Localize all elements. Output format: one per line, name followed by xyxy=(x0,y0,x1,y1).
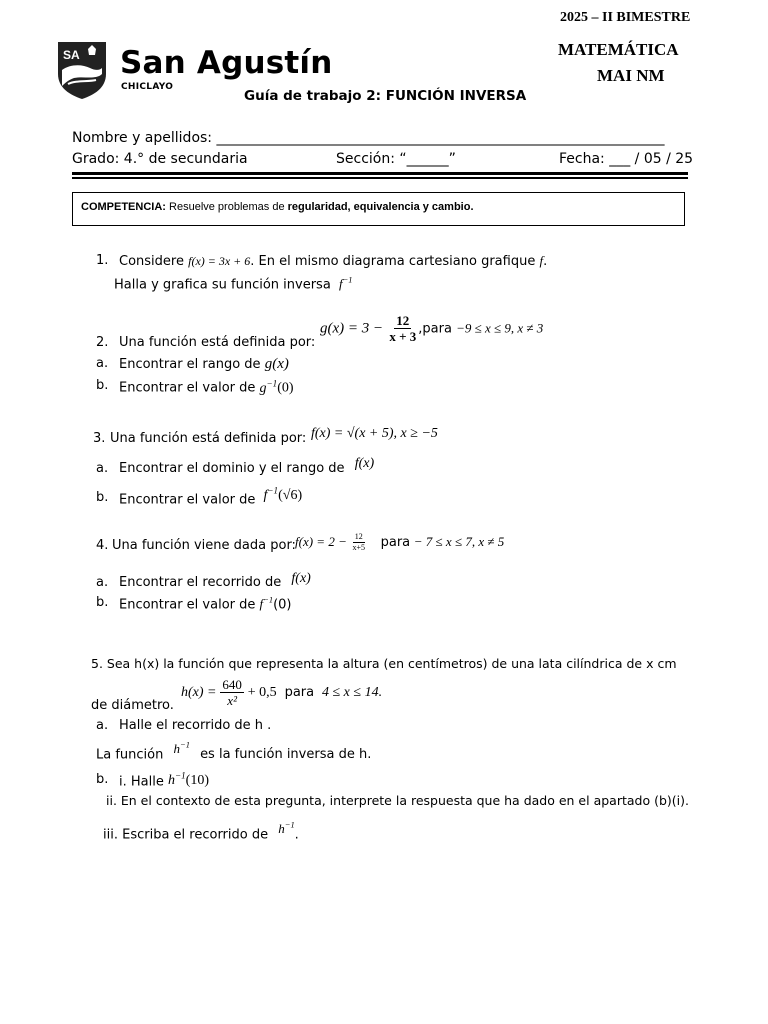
school-logo-icon xyxy=(56,40,108,100)
problem-5a-text: Halle el recorrido de h . xyxy=(119,718,272,733)
problem-3a-text: Encontrar el dominio y el rango de f(x) xyxy=(119,456,375,476)
problem-3-text: Una función está definida por: xyxy=(110,431,307,446)
name-field-label: Nombre y apellidos: ________________________________________________________________ xyxy=(72,130,665,146)
problem-2b-label: b. xyxy=(96,378,109,393)
problem-5-intro: 5. Sea h(x) la función que representa la altura (en centímetros) de una lata cilíndrica de x cm xyxy=(91,656,677,671)
problem-2a-label: a. xyxy=(96,356,109,371)
problem-3-number: 3. xyxy=(93,431,106,446)
problem-3a-label: a. xyxy=(96,461,109,476)
problem-2b-text: Encontrar el valor de $g^{-1}(0)$ xyxy=(119,378,294,396)
competency-desc: Resuelve problemas de xyxy=(169,201,285,213)
problem-5biii-text: iii. Escriba el recorrido de $h^{-1}$. xyxy=(103,820,299,843)
problem-4b-text: Encontrar el valor de $f^{-1}(0)$ xyxy=(119,595,292,613)
grade-label: Grado: 4.° de secundaria xyxy=(72,151,248,167)
subject-title: MATEMÁTICA xyxy=(558,40,679,59)
problem-2-formula: g(x) = 3 − $\frac{12}{x + 3}$ ,para −9 ≤ x ≤ 9, x ≠ 3 xyxy=(320,313,544,344)
guide-title: Guía de trabajo 2: FUNCIÓN INVERSA xyxy=(244,88,527,104)
problem-5-intro-2: de diámetro. xyxy=(91,698,174,713)
year-bimester: 2025 – II BIMESTRE xyxy=(560,10,691,25)
problem-5-formula: h(x) = $\frac{640}{\text{x²}}$ + 0,5 para 4 ≤ x ≤ 14. xyxy=(181,677,383,708)
school-city: CHICLAYO xyxy=(121,82,174,92)
competency-label: COMPETENCIA: xyxy=(81,201,166,213)
problem-1-number: 1. xyxy=(96,253,109,268)
problem-2a-text: Encontrar el rango de g(x) xyxy=(119,356,289,372)
problem-4a-label: a. xyxy=(96,575,109,590)
competency-text xyxy=(81,201,474,213)
problem-5a-label: a. xyxy=(96,718,109,733)
problem-5bii-text: ii. En el contexto de esta pregunta, interprete la respuesta que ha dado en el apartado (b)(i). xyxy=(106,793,689,808)
header-divider-thick xyxy=(72,172,688,175)
problem-3b-label: b. xyxy=(96,490,109,505)
competency-highlight: regularidad, equivalencia y cambio. xyxy=(287,201,474,213)
problem-4-formula: f(x) = 2 − $\frac{12}{x+5}$ para − 7 ≤ x ≤ 7, x ≠ 5 xyxy=(295,532,505,552)
school-name: San Agustín xyxy=(120,45,333,81)
grade-level: MAI NM xyxy=(597,66,665,85)
header-divider-thin xyxy=(72,177,688,179)
problem-1-formula: f(x) = 3x + 6 xyxy=(188,254,251,268)
problem-5-inverse-note: La función $h^{-1}$ es la función inversa de h. xyxy=(96,740,372,763)
problem-3-formula: f(x) = √(x + 5), x ≥ −5 xyxy=(311,426,438,441)
problem-1-line: Considere f(x) = 3x + 6. En el mismo diagrama cartesiano grafique f. xyxy=(119,253,548,269)
date-label: Fecha: ___ / 05 / 25 xyxy=(559,151,694,167)
logo-text: SA xyxy=(63,48,80,62)
problem-5b-label: b. xyxy=(96,772,109,787)
problem-2-number: 2. xyxy=(96,335,109,350)
problem-4-text: Una función viene dada por: xyxy=(112,538,296,553)
problem-4-number: 4. xyxy=(96,538,109,553)
problem-5bi-text: i. Halle $h^{-1}(10)$ xyxy=(119,770,209,790)
problem-4b-label: b. xyxy=(96,595,109,610)
problem-4a-text: Encontrar el recorrido de f(x) xyxy=(119,571,311,590)
problem-3b-text: Encontrar el valor de $f^{-1}(√6)$ xyxy=(119,485,303,508)
problem-1-line-2: Halla y grafica su función inversa $f^{-1}$ xyxy=(114,275,353,293)
problem-2-text: Una función está definida por: xyxy=(119,335,316,350)
section-label: Sección: “______” xyxy=(336,151,456,167)
